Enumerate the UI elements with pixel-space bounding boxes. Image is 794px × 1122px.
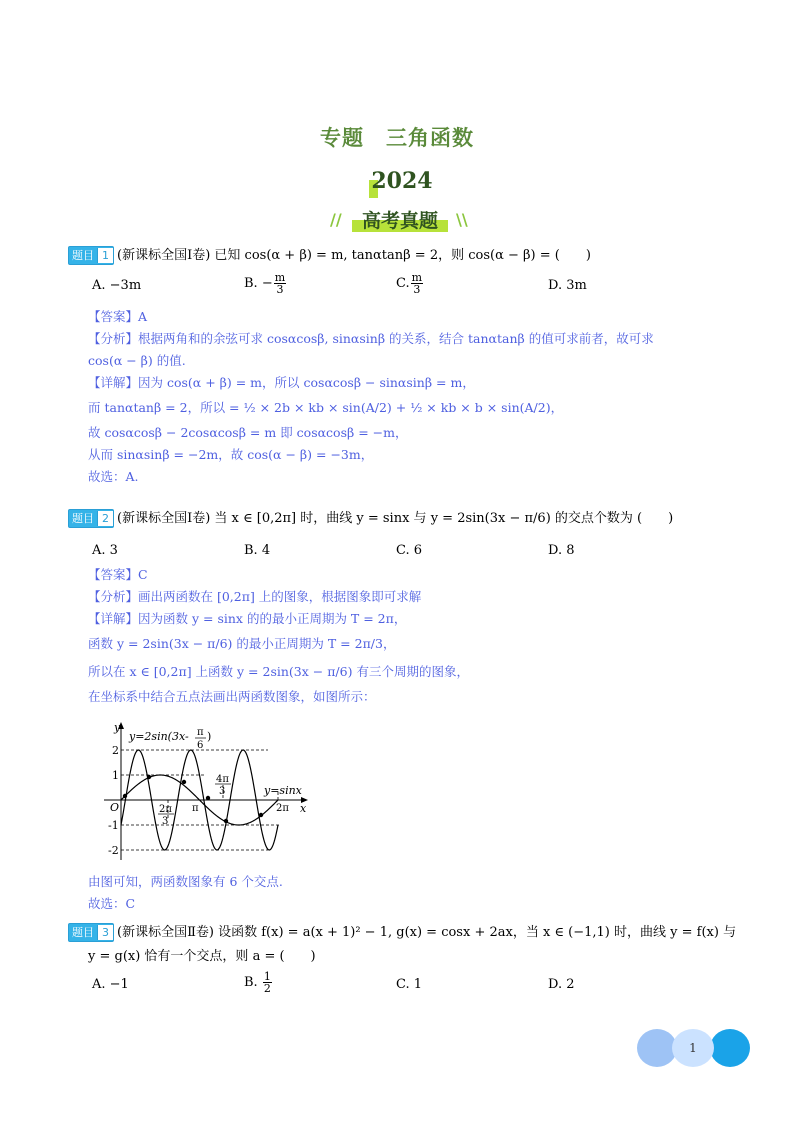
option-d: D. 3m <box>548 278 587 293</box>
x-tick-2pi3-den: 3 <box>162 816 169 827</box>
option-a: A. −3m <box>92 278 142 293</box>
y-tick-label: 1 <box>112 769 119 782</box>
choice-line: 故选：A. <box>88 469 139 484</box>
y-tick-label: -1 <box>108 819 119 832</box>
question-2-header <box>68 509 673 528</box>
intersection-point <box>182 780 186 784</box>
question-2-conclusion <box>88 871 283 915</box>
footer-decor-circle <box>637 1029 677 1067</box>
option-b <box>244 971 273 994</box>
x-tick-pi: π <box>192 803 199 814</box>
option-d: D. 2 <box>548 977 575 992</box>
fraction-denominator: 3 <box>413 283 421 296</box>
year-heading <box>367 168 437 198</box>
page-title: 专题 三角函数 <box>320 126 474 150</box>
detail-line: 故 cosαcosβ − 2cosαcosβ = m 即 cosαcosβ = −m， <box>88 425 408 440</box>
badge-label: 题目 <box>72 248 94 262</box>
badge-label: 题目 <box>72 925 94 939</box>
badge-number: 2 <box>97 511 113 526</box>
option-b-fraction <box>263 971 272 994</box>
y-axis-label: y <box>114 721 121 734</box>
option-b <box>244 272 287 295</box>
detail-line: 【详解】因为 cos(α + β) = m，所以 cosαcosβ − sinαsinβ = m， <box>88 375 475 390</box>
section-slash-left: // <box>330 210 342 229</box>
detail-line: 所以在 x ∈ [0,2π] 上函数 y = 2sin(3x − π/6) 有三个周期的图象， <box>88 664 469 679</box>
page-number: 1 <box>672 1029 714 1067</box>
analysis-line: 【分析】画出两函数在 [0,2π] 上的图象，根据图象即可求解 <box>88 589 422 604</box>
conclusion-line: 由图可知，两函数图象有 6 个交点. <box>88 874 283 889</box>
analysis-line: cos(α − β) 的值. <box>88 353 186 368</box>
question-3-text: (新课标全国Ⅱ卷) 设函数 f(x) = a(x + 1)² − 1, g(x) = cosx + 2ax，当 x ∈ (−1,1) 时，曲线 y = f(x) 与 <box>117 924 737 940</box>
option-c-prefix: C. <box>396 276 410 291</box>
option-c: C. 1 <box>396 977 423 992</box>
x-axis-label: x <box>300 802 307 815</box>
option-b-prefix: B. <box>244 975 258 990</box>
option-d: D. 8 <box>548 543 575 558</box>
intersection-point <box>123 794 127 798</box>
question-1-text: (新课标全国Ⅰ卷) 已知 cos(α + β) = m, tanαtanβ = 2，则 cos(α − β) = ( ) <box>117 247 591 263</box>
footer-decor-circle <box>710 1029 750 1067</box>
badge-label: 题目 <box>72 511 94 525</box>
option-c-fraction <box>411 272 423 295</box>
question-3-header <box>68 923 736 942</box>
y-tick-label: 2 <box>112 744 119 757</box>
question-2-text: (新课标全国Ⅰ卷) 当 x ∈ [0,2π] 时，曲线 y = sinx 与 y = 2sin(3x − π/6) 的交点个数为 ( ) <box>117 510 674 526</box>
curve-1-label-pi: π <box>197 727 204 738</box>
fraction-denominator: 2 <box>263 982 271 995</box>
fraction-numerator: m <box>411 271 423 284</box>
badge-number: 3 <box>97 925 113 940</box>
question-1-header <box>68 246 591 265</box>
intersection-point <box>206 796 210 800</box>
fraction-numerator: 1 <box>263 970 271 983</box>
y-tick-label: -2 <box>108 844 119 857</box>
detail-line: 函数 y = 2sin(3x − π/6) 的最小正周期为 T = 2π/3， <box>88 636 396 651</box>
x-tick-4pi3-den: 3 <box>219 786 226 797</box>
fraction-denominator: 3 <box>276 283 284 296</box>
x-tick-4pi3-num: 4π <box>216 774 229 785</box>
option-a: A. −1 <box>92 977 129 992</box>
curve-2-label: y=sinx <box>264 784 302 797</box>
answer: 【答案】C <box>88 567 148 582</box>
detail-line: 从而 sinαsinβ = −2m，故 cos(α − β) = −3m， <box>88 447 374 462</box>
intersection-points <box>123 775 263 823</box>
section-title: 高考真题 <box>361 210 438 232</box>
analysis-line: 【分析】根据两角和的余弦可求 cosαcosβ, sinαsinβ 的关系，结合 tanαtanβ 的值可求前者，故可求 <box>88 331 654 346</box>
choice-line: 故选：C <box>88 896 136 911</box>
curve-1-label-close: ) <box>207 730 212 743</box>
intersection-point <box>224 819 228 823</box>
question-2-solution <box>88 564 469 708</box>
question-badge <box>68 509 114 528</box>
question-badge <box>68 246 114 265</box>
detail-line: 【详解】因为函数 y = sinx 的的最小正周期为 T = 2π， <box>88 611 407 626</box>
year-label: 2024 <box>371 168 433 194</box>
curve-1-label: y=2sin(3x- <box>129 730 189 743</box>
detail-line: 而 tanαtanβ = 2，所以 = ½ × 2b × kb × sin(A/2) + ½ × kb × b × sin(A/2)， <box>88 400 564 415</box>
option-a: A. 3 <box>92 543 118 558</box>
question-badge <box>68 923 114 942</box>
curve-1-label-six: 6 <box>197 740 204 751</box>
option-b-prefix: B. − <box>244 276 273 291</box>
section-heading <box>330 206 470 234</box>
fraction-numerator: m <box>274 271 286 284</box>
option-b-fraction <box>274 272 286 295</box>
question-3-text-continued: y = g(x) 恰有一个交点，则 a = ( ) <box>88 949 316 964</box>
intersection-point <box>147 775 151 779</box>
answer: 【答案】A <box>88 309 148 324</box>
intersection-point <box>259 813 263 817</box>
x-tick-2pi3-num: 2π <box>159 804 172 815</box>
detail-line: 在坐标系中结合五点法画出两函数图象，如图所示： <box>88 689 376 704</box>
option-b: B. 4 <box>244 543 271 558</box>
option-c <box>396 272 424 295</box>
x-tick-2pi: 2π <box>276 803 289 814</box>
question-1-solution <box>88 306 654 488</box>
option-c: C. 6 <box>396 543 423 558</box>
origin-label: O <box>110 801 120 814</box>
function-graph <box>96 720 316 860</box>
badge-number: 1 <box>97 248 113 263</box>
section-slash-right: \\ <box>456 210 468 229</box>
